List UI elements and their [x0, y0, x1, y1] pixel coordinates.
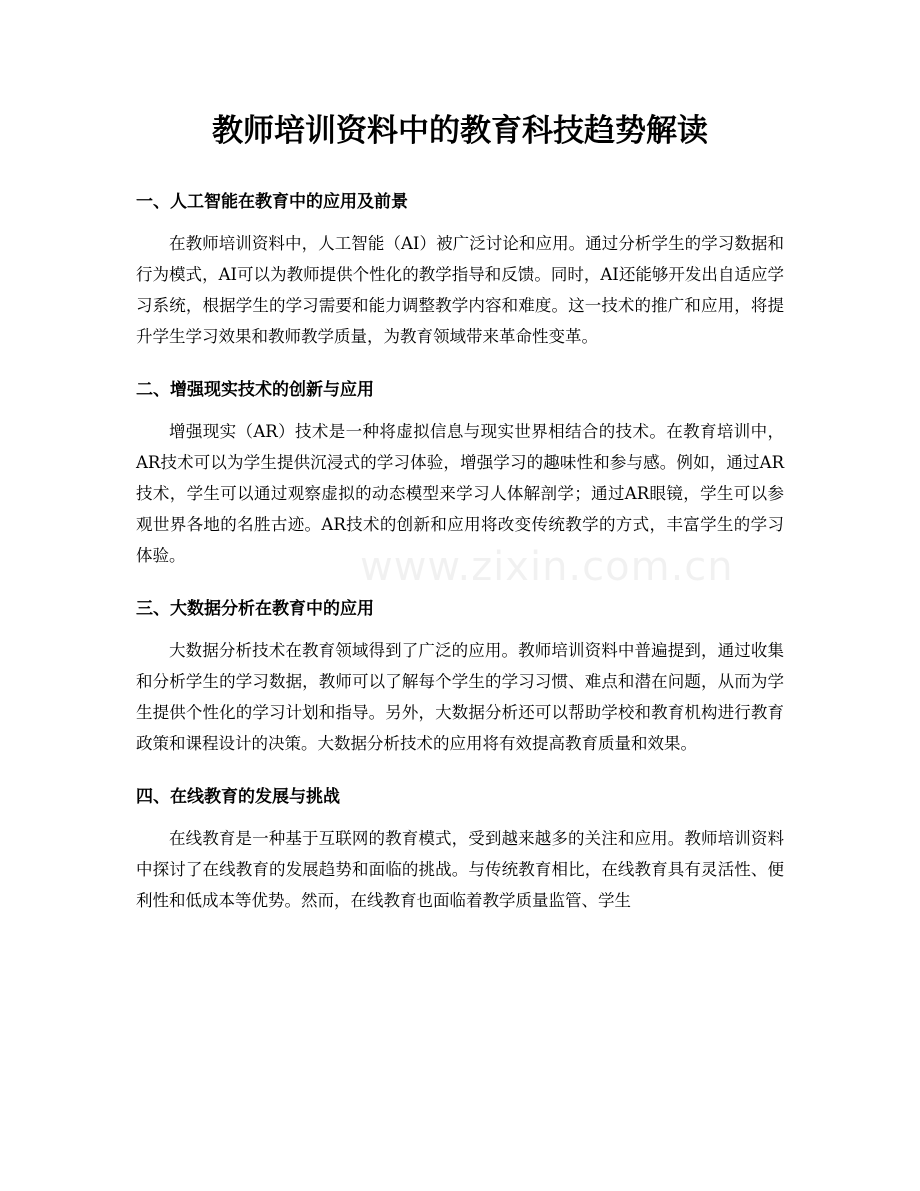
section-paragraph-big-data: 大数据分析技术在教育领域得到了广泛的应用。教师培训资料中普遍提到，通过收集和分析学生的学习数据，教师可以了解每个学生的学习习惯、难点和潜在问题，从而为学生提供个性化的学习计划和指导。另外，大数据分析还可以帮助学校和教育机构进行教育政策和课程设计的决策。大数据分析技术的应用将有效提高教育质量和效果。	[136, 641, 784, 753]
section-paragraph-online-education: 在线教育是一种基于互联网的教育模式，受到越来越多的关注和应用。教师培训资料中探讨了在线教育的发展趋势和面临的挑战。与传统教育相比，在线教育具有灵活性、便利性和低成本等优势。然而，在线教育也面临着教学质量监管、学生	[136, 829, 784, 910]
document-title: 教师培训资料中的教育科技趋势解读	[212, 113, 708, 149]
watermark-text: www.zixin.com.cn	[360, 544, 734, 590]
section-heading-ar: 二、增强现实技术的创新与应用	[136, 380, 374, 400]
section-heading-ai: 一、人工智能在教育中的应用及前景	[136, 192, 408, 212]
section-paragraph-ar: 增强现实（AR）技术是一种将虚拟信息与现实世界相结合的技术。在教育培训中，AR技术可以为学生提供沉浸式的学习体验，增强学习的趣味性和参与感。例如，通过AR技术，学生可以通过观察虚拟的动态模型来学习人体解剖学；通过AR眼镜，学生可以参观世界各地的名胜古迹。AR技术的创新和应用将改变传统教学的方式，丰富学生的学习体验。	[136, 422, 784, 565]
document-body	[136, 176, 784, 928]
section-paragraph-ai: 在教师培训资料中，人工智能（AI）被广泛讨论和应用。通过分析学生的学习数据和行为模式，AI可以为教师提供个性化的教学指导和反馈。同时，AI还能够开发出自适应学习系统，根据学生的学习需要和能力调整教学内容和难度。这一技术的推广和应用，将提升学生学习效果和教师教学质量，为教育领域带来革命性变革。	[136, 234, 784, 346]
section-heading-online-education: 四、在线教育的发展与挑战	[136, 787, 340, 807]
section-heading-big-data: 三、大数据分析在教育中的应用	[136, 599, 374, 619]
